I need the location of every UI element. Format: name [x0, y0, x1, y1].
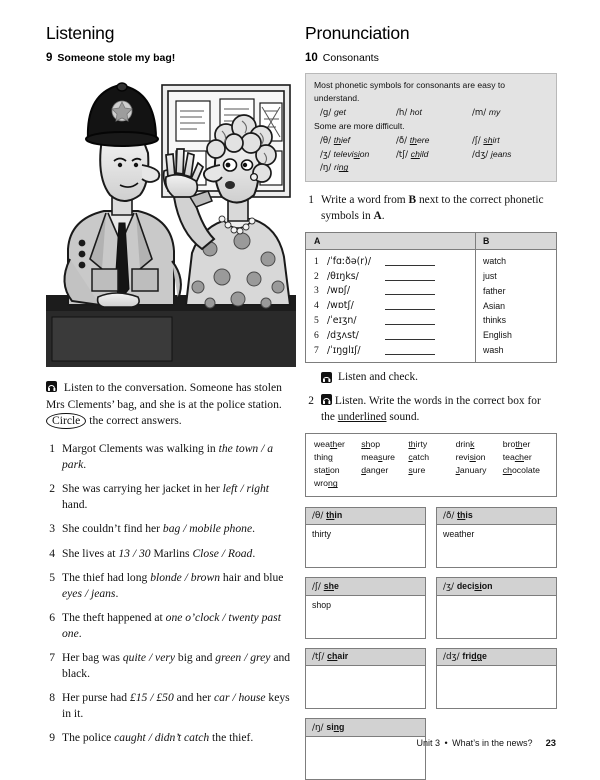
row-number: 7 [314, 344, 319, 356]
listening-column [46, 24, 296, 754]
word-bank-word[interactable]: sure [408, 465, 426, 476]
task-1-instruction [305, 193, 557, 224]
phonetic-transcription: /ˈeɪʒn/ [327, 314, 357, 326]
task-2-underlined-word: underlined [337, 410, 387, 423]
question-fragment: the thief. [209, 731, 254, 745]
task-1-bold-a: A [373, 209, 382, 222]
exercise-9-number: 9 [46, 52, 53, 65]
phonetic-symbol: /tʃ/ [312, 652, 328, 663]
word-bank-column [456, 438, 503, 491]
table-header-row [306, 233, 556, 250]
phonetic-transcription: /θɪŋks/ [327, 270, 359, 282]
example-word: television [333, 148, 370, 159]
word-bank-option[interactable]: English [483, 330, 512, 341]
word-bank-option[interactable]: Asian [483, 300, 506, 311]
example-word: thief [333, 134, 351, 145]
question-fragment: hand. [62, 498, 88, 512]
phonetic-example [320, 106, 396, 120]
word-bank-word[interactable]: brother [502, 438, 531, 449]
row-number: 4 [314, 300, 319, 312]
phonetic-transcription: /wɒtʃ/ [327, 300, 354, 312]
symbol-row-easy [314, 106, 548, 120]
word-bank-option[interactable]: thinks [483, 315, 506, 326]
phonetic-symbol: /g/ [320, 107, 334, 118]
sound-box-answer-area[interactable] [306, 666, 425, 708]
sound-answer-box[interactable] [436, 507, 557, 569]
sound-answer-box[interactable] [436, 648, 557, 710]
listening-question-item [46, 570, 296, 602]
underlined-sound: ch [327, 651, 338, 662]
word-bank-word[interactable]: thirty [408, 438, 428, 449]
word-bank [305, 433, 557, 497]
word-bank-option[interactable]: wash [483, 345, 504, 356]
underlined-sound: d [361, 465, 367, 476]
listening-question-item [46, 730, 296, 746]
phonetic-example [472, 106, 548, 120]
table-body [306, 250, 556, 363]
example-word: child [410, 148, 429, 159]
underlined-sound: th [329, 438, 338, 449]
listening-instruction-text-1: Listen to the conversation. Someone has stolen Mrs Clements’ bag, and she is at the police station. [46, 381, 282, 411]
word-bank-word[interactable]: station [314, 465, 340, 476]
word-bank-column [503, 438, 550, 491]
table-row [306, 328, 475, 343]
question-fragment: and black. [62, 651, 291, 680]
example-word: ring [333, 162, 349, 173]
answer-blank-line[interactable] [385, 331, 435, 340]
phonetic-transcription: /dʒʌst/ [327, 329, 359, 341]
answer-option-pair[interactable]: the town / a park [62, 442, 274, 472]
task-1-text-c: . [381, 209, 385, 222]
question-fragment: The theft happened at [62, 611, 166, 625]
word-bank-word[interactable]: shop [361, 438, 381, 449]
task-1-number: 1 [308, 194, 314, 207]
sound-box-header: /dʒ/ fridge [437, 649, 556, 667]
phonetic-example [472, 134, 548, 148]
example-word: get [333, 106, 346, 117]
task-1-text [321, 193, 557, 224]
word-bank-word[interactable]: revision [455, 452, 486, 463]
underlined-sound: ng [328, 478, 338, 489]
listening-question-item [46, 610, 296, 642]
exercise-9-title: Someone stole my bag! [57, 52, 176, 65]
question-number: 7 [49, 651, 55, 665]
answer-blank-line[interactable] [385, 257, 435, 266]
table-row [306, 343, 475, 358]
underlined-sound: sh [361, 438, 371, 449]
sound-box-answer-area[interactable]: weather [443, 529, 475, 540]
question-fragment: The thief had long [62, 571, 151, 584]
police-station-illustration [46, 73, 296, 370]
footer-unit: Unit 3 [416, 738, 440, 748]
column-header-b: B [483, 235, 490, 246]
sound-answer-box[interactable] [305, 648, 426, 710]
answer-option-pair[interactable]: green / grey [215, 651, 271, 665]
question-fragment: keys in it. [62, 691, 290, 720]
sound-box-answer-area[interactable] [306, 737, 425, 779]
answer-blank-line[interactable] [385, 346, 435, 355]
row-number: 6 [314, 329, 319, 341]
row-number: 5 [314, 314, 319, 326]
task-1-text-a: Write a word from [321, 194, 409, 207]
question-fragment: She couldn’t find her [62, 522, 163, 536]
underlined-sound: th [408, 438, 416, 449]
underlined-sound: dg [471, 651, 482, 662]
listening-question-item [46, 481, 296, 513]
word-bank-word[interactable]: thing [314, 452, 333, 463]
word-bank-option[interactable]: watch [483, 256, 506, 267]
column-a-rows [306, 250, 476, 363]
phonetic-symbol: /m/ [471, 107, 489, 118]
table-row [306, 283, 475, 298]
info-line-1: Most phonetic symbols for consonants are easy to understand. [314, 80, 506, 103]
word-bank-word[interactable]: wrong [314, 478, 338, 489]
question-text [62, 546, 296, 562]
question-text [62, 650, 296, 682]
question-text [62, 521, 296, 537]
answer-option-pair[interactable]: blonde / brown [150, 571, 220, 584]
sound-box-answer-area[interactable]: shop [312, 599, 332, 610]
question-fragment: . [83, 458, 87, 472]
exercise-10-heading [305, 52, 557, 66]
question-fragment: . [252, 546, 256, 560]
answer-blank-line[interactable] [385, 286, 435, 295]
table-row [306, 298, 475, 313]
answer-option-pair[interactable]: 13 / 30 [118, 546, 151, 560]
listening-question-item [46, 441, 296, 473]
word-bank-option[interactable]: just [483, 271, 497, 282]
row-number: 1 [314, 255, 319, 267]
task-2-number: 2 [308, 395, 314, 408]
sound-box-header: /ŋ/ sing [306, 719, 425, 737]
underlined-sound: ng [333, 721, 345, 732]
listening-instruction-text-2: the correct answers. [89, 413, 182, 427]
word-bank-word[interactable]: January [455, 465, 487, 476]
exercise-10-number: 10 [305, 52, 318, 65]
word-bank-word[interactable]: catch [408, 452, 430, 463]
underlined-sound: ch [514, 452, 525, 463]
answer-option-pair[interactable]: left / right [222, 482, 270, 496]
question-text [62, 441, 296, 473]
task-2-text [321, 394, 557, 425]
phonetic-example [320, 161, 396, 175]
word-bank-column [361, 438, 408, 491]
answer-blank-line[interactable] [385, 316, 435, 325]
sound-box-answer-area[interactable]: thirty [312, 529, 332, 540]
phonetic-symbol: /dʒ/ [471, 149, 491, 160]
word-bank-word[interactable]: chocolate [502, 465, 540, 476]
answer-option-pair[interactable]: £15 / £50 [129, 691, 174, 705]
question-text [62, 610, 296, 642]
task-2-text-before: Listen. Write the words in the correct box for the [321, 395, 541, 423]
task-1-bold-b: B [408, 194, 417, 207]
sound-answer-box[interactable] [305, 507, 426, 569]
listening-instruction [46, 380, 296, 429]
sound-box-answer-area[interactable] [437, 596, 556, 638]
answer-option-pair[interactable]: one o’clock / twenty past one [62, 611, 281, 640]
footer-title: What’s in the news? [452, 738, 533, 748]
underlined-sound: si [469, 452, 476, 463]
underlined-sound: th [326, 510, 335, 521]
answer-option-pair[interactable]: quite / very [122, 651, 176, 665]
example-word: my [488, 106, 501, 117]
question-fragment: and her [173, 691, 214, 705]
symbol-row-hard-2 [314, 148, 548, 162]
circle-word-annotation: Circle [46, 413, 86, 429]
underlined-sound: k [470, 438, 475, 449]
question-fragment: . [115, 586, 119, 600]
table-row [306, 269, 475, 284]
underlined-sound: s [378, 452, 383, 463]
answer-option-pair[interactable]: Close / Road [192, 546, 253, 560]
listening-section-title: Listening [46, 23, 115, 43]
phonetic-example [396, 148, 472, 162]
word-bank-word[interactable]: weather [314, 438, 345, 449]
sound-box-header: /ð/ this [437, 508, 556, 526]
row-number: 2 [314, 270, 319, 282]
footer-unit-title [416, 738, 532, 748]
question-number: 5 [49, 571, 55, 584]
word-bank-column [314, 438, 361, 491]
question-fragment: big and [175, 651, 216, 665]
listen-and-check-line [321, 370, 557, 385]
listen-and-check-text: Listen and check. [338, 371, 419, 384]
underlined-sound: ti [325, 465, 330, 476]
example-word: hot [409, 106, 422, 117]
word-bank-word[interactable]: measure [361, 452, 395, 463]
answer-option-pair[interactable]: bag / mobile phone [162, 522, 253, 536]
listening-question-item [46, 650, 296, 682]
underlined-sound: th [515, 438, 523, 449]
consonants-info-box [305, 73, 557, 182]
page-number: 23 [545, 737, 556, 748]
phonetic-matching-table [305, 232, 557, 364]
phonetic-symbol: /tʃ/ [395, 149, 411, 160]
phonetic-example [472, 148, 548, 162]
phonetic-symbol: /ŋ/ [320, 163, 334, 174]
question-fragment: Her bag was [62, 651, 123, 665]
phonetic-transcription: /wɒʃ/ [327, 285, 351, 297]
listening-question-item [46, 690, 296, 722]
phonetic-symbol: /ʒ/ [443, 581, 457, 592]
question-fragment: She lives at [62, 546, 119, 560]
underlined-sound: si [474, 580, 482, 591]
exercise-10-title: Consonants [322, 52, 379, 65]
word-bank-word[interactable]: drink [455, 438, 475, 449]
footer-separator: • [444, 738, 448, 748]
row-number: 3 [314, 285, 319, 297]
exercise-9-heading [46, 52, 296, 66]
phonetic-symbol: /θ/ [320, 135, 334, 146]
phonetic-symbol: /h/ [395, 107, 410, 118]
question-text [62, 730, 296, 746]
underlined-sound: th [457, 510, 466, 521]
sound-box-header: /tʃ/ chair [306, 649, 425, 667]
word-bank-option[interactable]: father [483, 285, 506, 296]
listening-question-item [46, 521, 296, 537]
sound-answer-box[interactable] [305, 577, 426, 639]
question-fragment: . [252, 522, 255, 536]
underlined-sound: ch [502, 465, 512, 476]
example-word: there [409, 134, 430, 145]
word-bank-word[interactable]: danger [361, 465, 389, 476]
question-number: 1 [49, 442, 55, 456]
answer-blank-line[interactable] [385, 272, 435, 281]
underlined-sound: c [408, 452, 413, 463]
question-fragment: Her purse had [62, 691, 130, 705]
sound-answer-box[interactable] [305, 718, 426, 780]
symbol-row-hard-1 [314, 134, 548, 148]
phonetic-example [320, 134, 396, 148]
table-row [306, 313, 475, 328]
underlined-sound: sh [323, 580, 334, 591]
answer-option-pair[interactable]: car / house [214, 691, 266, 705]
phonetic-transcription: /ˈɪŋglɪʃ/ [327, 344, 361, 356]
table-row [306, 254, 475, 269]
page-footer [416, 737, 556, 748]
symbol-row-hard-3 [314, 161, 548, 175]
sound-box-answer-area[interactable] [437, 666, 556, 708]
pronunciation-column [305, 24, 557, 780]
question-fragment: Marlins [150, 546, 193, 560]
question-fragment: . [78, 626, 82, 640]
sound-box-header: /ʃ/ she [306, 578, 425, 596]
phonetic-symbol: /ʃ/ [471, 135, 484, 146]
answer-option-pair[interactable]: eyes / jeans [62, 586, 116, 600]
pronunciation-section-title: Pronunciation [305, 23, 410, 43]
example-word: jeans [490, 148, 512, 159]
phonetic-symbol: /ð/ [395, 135, 410, 146]
question-number: 3 [49, 522, 55, 536]
phonetic-example [396, 106, 472, 120]
question-number: 8 [49, 691, 55, 705]
question-fragment: hair and blue [220, 571, 284, 584]
question-fragment: She was carrying her jacket in her [62, 482, 223, 496]
phonetic-symbol: /dʒ/ [443, 652, 463, 663]
question-fragment: Margot Clements was walking in [62, 442, 219, 456]
sound-box-header: /θ/ thin [306, 508, 425, 526]
word-bank-column [408, 438, 455, 491]
phonetic-symbol: /ʒ/ [320, 149, 334, 160]
sound-answer-box[interactable] [436, 577, 557, 639]
question-fragment: The police [62, 731, 115, 745]
question-text [62, 570, 296, 602]
listening-question-item [46, 546, 296, 562]
answer-option-pair[interactable]: caught / didn’t catch [114, 731, 210, 745]
phonetic-symbol: /ʃ/ [312, 581, 324, 592]
example-word: shirt [483, 134, 500, 145]
phonetic-example [396, 134, 472, 148]
phonetic-example [320, 148, 396, 162]
phonetic-transcription: /ˈfɑːðə(r)/ [327, 255, 371, 267]
phonetic-symbol: /ð/ [443, 511, 458, 522]
listening-question-list [46, 441, 296, 745]
answer-blank-line[interactable] [385, 301, 435, 310]
task-1-text-b: next to the correct phonetic symbols in [321, 194, 544, 222]
audio-headphones-icon[interactable] [321, 394, 332, 405]
underlined-sound: J [455, 465, 460, 476]
word-bank-word[interactable]: teacher [502, 452, 532, 463]
info-line-2: Some are more difficult. [314, 120, 405, 131]
phonetic-symbol: /θ/ [312, 511, 327, 522]
column-header-a: A [306, 233, 476, 249]
column-b-rows [476, 250, 556, 363]
underlined-sound: g [328, 452, 333, 463]
question-number: 2 [49, 482, 55, 496]
task-2-text-after: sound. [386, 410, 420, 423]
question-number: 9 [49, 731, 55, 745]
audio-headphones-icon[interactable] [46, 381, 57, 394]
question-number: 4 [49, 546, 55, 560]
phonetic-symbol: /ŋ/ [312, 722, 327, 733]
question-text [62, 690, 296, 722]
question-text [62, 481, 296, 513]
question-number: 6 [49, 611, 55, 625]
sound-box-header: /ʒ/ decision [437, 578, 556, 596]
task-2-instruction [305, 394, 557, 425]
audio-headphones-icon[interactable] [321, 372, 332, 383]
underlined-sound: s [408, 465, 413, 476]
